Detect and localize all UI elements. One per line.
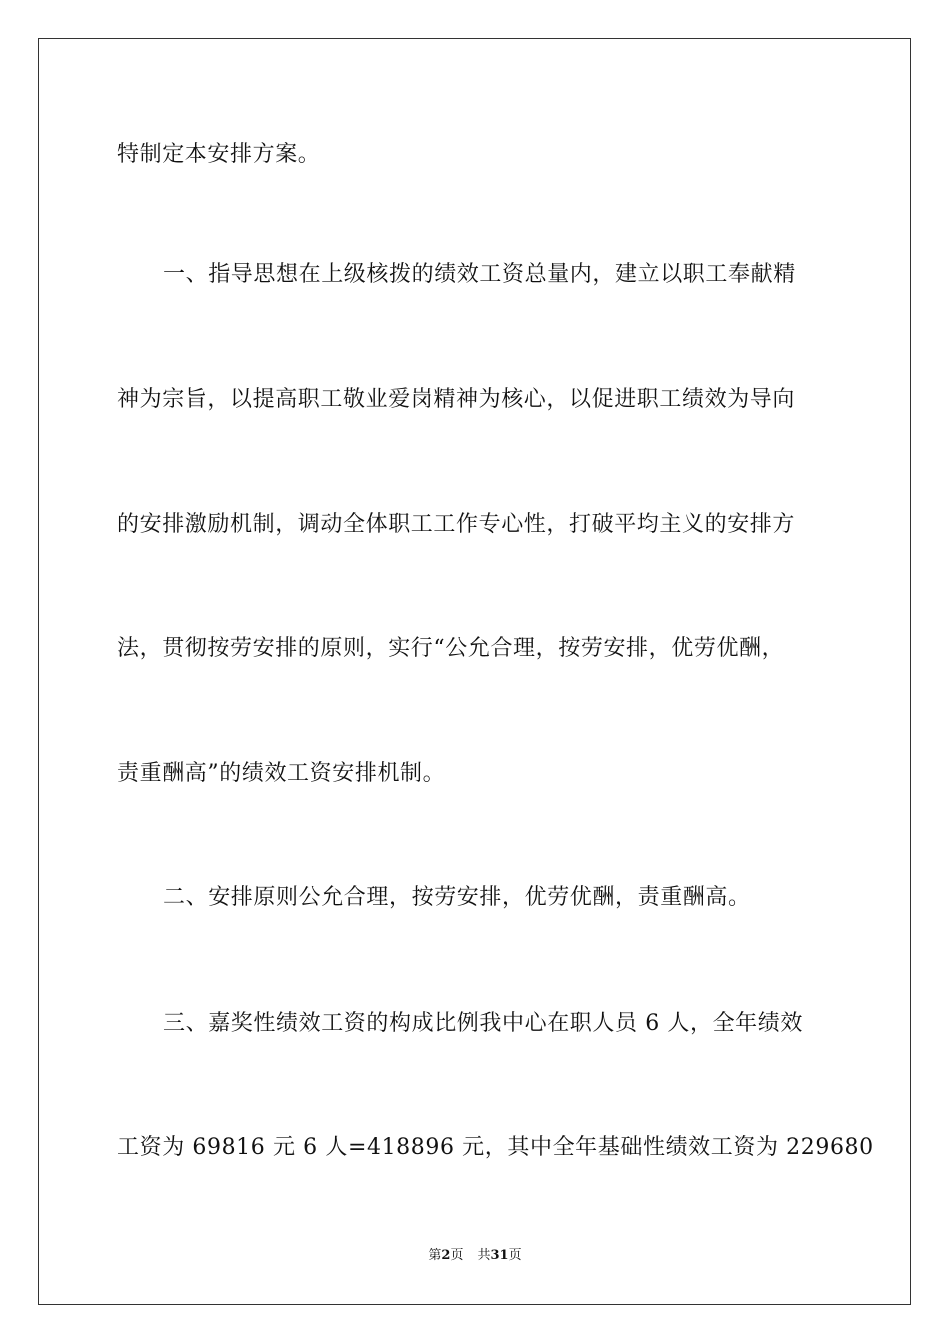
text-line-8: 三、嘉奖性绩效工资的构成比例我中心在职人员 6 人，全年绩效 bbox=[163, 1011, 803, 1036]
text-line-4: 的安排激励机制，调动全体职工工作专心性，打破平均主义的安排方 bbox=[117, 512, 796, 537]
text-line-6: 责重酬高”的绩效工资安排机制。 bbox=[117, 761, 446, 786]
total-pages: 31 bbox=[490, 1248, 509, 1263]
text-line-5: 法，贯彻按劳安排的原则，实行“公允合理，按劳安排，优劳优酬， bbox=[117, 636, 785, 661]
page-prefix: 第 bbox=[428, 1248, 442, 1263]
total-prefix: 共 bbox=[477, 1248, 491, 1263]
page-number: 2 bbox=[441, 1248, 451, 1263]
text-line-7: 二、安排原则公允合理，按劳安排，优劳优酬，责重酬高。 bbox=[163, 885, 751, 910]
total-suffix: 页 bbox=[508, 1248, 522, 1263]
text-line-2: 一、指导思想在上级核拨的绩效工资总量内，建立以职工奉献精 bbox=[163, 262, 796, 287]
text-line-1: 特制定本安排方案。 bbox=[117, 142, 321, 167]
page-suffix: 页 bbox=[450, 1248, 464, 1263]
text-line-9: 工资为 69816 元 6 人=418896 元，其中全年基础性绩效工资为 229680 bbox=[117, 1135, 874, 1160]
text-line-3: 神为宗旨，以提高职工敬业爱岗精神为核心，以促进职工绩效为导向 bbox=[117, 387, 796, 412]
page-footer bbox=[0, 1248, 950, 1264]
page-border bbox=[38, 38, 911, 1305]
